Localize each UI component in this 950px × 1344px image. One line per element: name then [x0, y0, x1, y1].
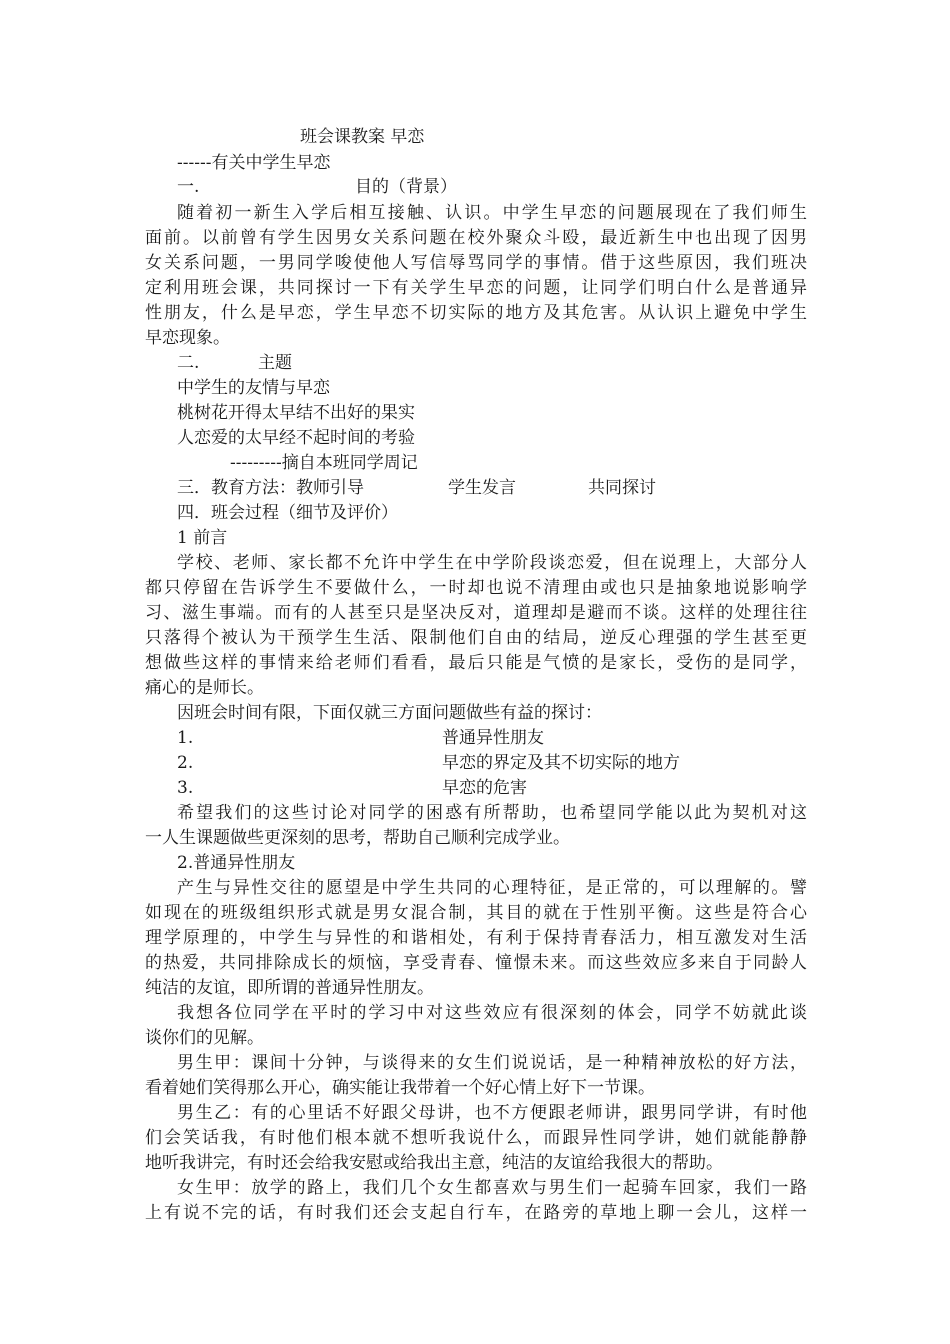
document-title: 班会课教案 早恋 — [300, 127, 425, 147]
section-2-number: 二. — [177, 353, 200, 373]
para3-line: 因班会时间有限，下面仅就三方面问题做些有益的探讨： — [177, 703, 602, 723]
para1-line: 定利用班会课，共同探讨一下有关学生早恋的问题，让同学们明白什么是普通异 — [145, 278, 807, 298]
section-3-heading: 三．教育方法：教师引导 — [177, 478, 364, 498]
topic-text: 普通异性朋友 — [442, 728, 544, 748]
topic-number: 3. — [177, 778, 194, 798]
para9-line: 女生甲：放学的路上，我们几个女生都喜欢与男生们一起骑车回家，我们一路 — [177, 1178, 807, 1198]
subsection-2-heading: 2.普通异性朋友 — [177, 853, 296, 873]
para2-line: 学校、老师、家长都不允许中学生在中学阶段谈恋爱，但在说理上，大部分人 — [177, 553, 807, 573]
para9-line: 上有说不完的话，有时我们还会支起自行车，在路旁的草地上聊一会儿，这样一 — [145, 1203, 807, 1223]
method-student-speech: 学生发言 — [448, 478, 516, 498]
para8-line: 男生乙：有的心里话不好跟父母讲，也不方便跟老师讲，跟男同学讲，有时他 — [177, 1103, 807, 1123]
para1-line: 早恋现象。 — [145, 328, 230, 348]
para6-line: 谈你们的见解。 — [145, 1028, 264, 1048]
section-4-heading: 四．班会过程（细节及评价） — [177, 503, 398, 523]
para2-line: 习、滋生事端。而有的人甚至只是坚决反对，道理却是避而不谈。这样的处理往往 — [145, 603, 807, 623]
para5-line: 产生与异性交往的愿望是中学生共同的心理特征，是正常的，可以理解的。譬 — [177, 878, 807, 898]
topic-text: 早恋的危害 — [442, 778, 527, 798]
section-1-heading: 目的（背景） — [355, 177, 457, 197]
para8-line: 们会笑话我，有时他们根本就不想听我说什么，而跟异性同学讲，她们就能静静 — [145, 1128, 807, 1148]
para5-line: 纯洁的友谊，即所谓的普通异性朋友。 — [145, 978, 434, 998]
para1-line: 性朋友，什么是早恋，学生早恋不切实际的地方及其危害。从认识上避免中学生 — [145, 303, 807, 323]
para2-line: 都只停留在告诉学生不要做什么，一时却也说不清理由或也只是抽象地说影响学 — [145, 578, 807, 598]
para2-line: 只落得个被认为干预学生生活、限制他们自由的结局，逆反心理强的学生甚至更 — [145, 628, 807, 648]
para1-line: 女关系问题，一男同学唆使他人写信辱骂同学的事情。借于这些原因，我们班决 — [145, 253, 807, 273]
para2-line: 想做些这样的事情来给老师们看看，最后只能是气愤的是家长，受伤的是同学， — [145, 653, 807, 673]
para5-line: 的热爱，共同排除成长的烦恼，享受青春、憧憬未来。而这些效应多来自于同龄人 — [145, 953, 807, 973]
para2-line: 痛心的是师长。 — [145, 678, 264, 698]
para7-line: 看着她们笑得那么开心，确实能让我带着一个好心情上好下一节课。 — [145, 1078, 655, 1098]
para6-line: 我想各位同学在平时的学习中对这些效应有很深刻的体会，同学不妨就此谈 — [177, 1003, 807, 1023]
document-subtitle: ------有关中学生早恋 — [177, 153, 331, 173]
topic-number: 1. — [177, 728, 194, 748]
section-2-heading: 主题 — [258, 353, 292, 373]
intro-heading: 1 前言 — [177, 528, 228, 548]
theme-line: 中学生的友情与早恋 — [177, 378, 330, 398]
quote-source: ---------摘自本班同学周记 — [230, 453, 418, 473]
para4-line: 希望我们的这些讨论对同学的困惑有所帮助，也希望同学能以此为契机对这 — [177, 803, 807, 823]
theme-line: 桃树花开得太早结不出好的果实 — [177, 403, 415, 423]
para4-line: 一人生课题做些更深刻的思考，帮助自己顺利完成学业。 — [145, 828, 570, 848]
theme-line: 人恋爱的太早经不起时间的考验 — [177, 428, 415, 448]
section-1-number: 一. — [177, 177, 200, 197]
method-discussion: 共同探讨 — [588, 478, 656, 498]
para8-line: 地听我讲完，有时还会给我安慰或给我出主意，纯洁的友谊给我很大的帮助。 — [145, 1153, 723, 1173]
para1-line: 面前。以前曾有学生因男女关系问题在校外聚众斗殴，最近新生中也出现了因男 — [145, 228, 807, 248]
para1-line: 随着初一新生入学后相互接触、认识。中学生早恋的问题展现在了我们师生 — [177, 203, 807, 223]
para5-line: 理学原理的，中学生与异性的和谐相处，有利于保持青春活力，相互激发对生活 — [145, 928, 807, 948]
para5-line: 如现在的班级组织形式就是男女混合制，其目的就在于性别平衡。这些是符合心 — [145, 903, 807, 923]
para7-line: 男生甲：课间十分钟，与谈得来的女生们说说话，是一种精神放松的好方法， — [177, 1053, 807, 1073]
topic-text: 早恋的界定及其不切实际的地方 — [442, 753, 680, 773]
topic-number: 2. — [177, 753, 194, 773]
